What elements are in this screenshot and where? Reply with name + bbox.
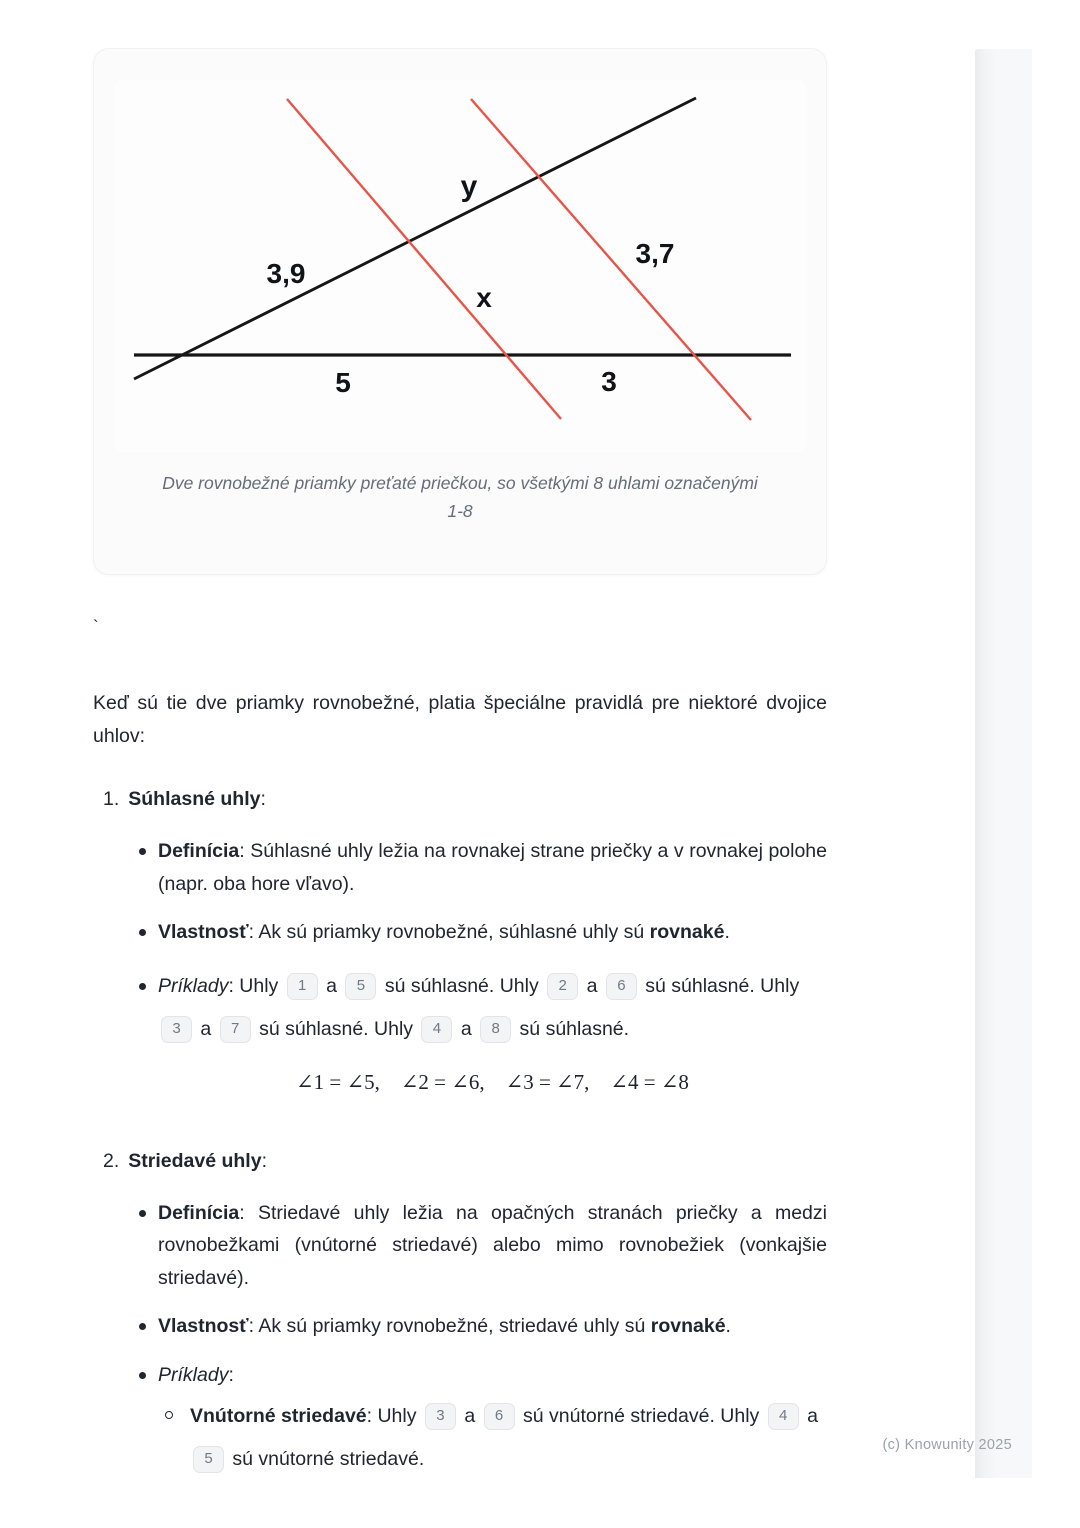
bullet-dot-icon <box>139 929 146 936</box>
angle-number-badge: 3 <box>161 1016 192 1043</box>
list-item <box>93 1310 827 1343</box>
text-run: a <box>458 1405 481 1427</box>
text-run: rovnaké <box>649 921 725 943</box>
section-1-bullets <box>93 835 827 1051</box>
transversal-line <box>134 98 696 379</box>
section-2-bullets <box>93 1197 827 1482</box>
section-1-number: 1. <box>103 788 120 810</box>
angle-number-badge: 3 <box>425 1403 456 1430</box>
bullet-dot-icon <box>139 1323 146 1330</box>
nested-bullet-marker <box>93 1395 190 1481</box>
text-run: : <box>228 1363 234 1386</box>
list-item <box>93 835 827 900</box>
text-run: Príklady <box>158 1363 229 1386</box>
list-item <box>93 965 827 1051</box>
list-item <box>93 1197 827 1295</box>
text-run: a <box>801 1405 818 1427</box>
text-run: sú vnútorné striedavé. <box>227 1448 425 1470</box>
figure-caption-line2: 1-8 <box>447 501 473 521</box>
bullet-priklady <box>158 1359 827 1392</box>
text-run: a <box>195 1017 217 1040</box>
angle-equalities-formula: ∠1 = ∠5, ∠2 = ∠6, ∠3 = ∠7, ∠4 = ∠8 <box>296 1069 689 1094</box>
angle-number-badge: 4 <box>421 1016 452 1043</box>
text-run: sú súhlasné. Uhly <box>253 1017 419 1040</box>
section-2-title: Striedavé uhly <box>128 1149 262 1172</box>
bullet-marker <box>93 835 158 900</box>
angle-number-badge: 8 <box>480 1016 511 1043</box>
bullet-circle-icon <box>165 1411 173 1419</box>
text-run: Vnútorné striedavé <box>190 1405 367 1427</box>
text-run: : Uhly <box>366 1405 422 1427</box>
text-run: rovnaké <box>650 1315 726 1337</box>
stray-backtick: ` <box>93 617 99 636</box>
bullet-vnutorne-striedave <box>190 1395 827 1481</box>
angle-number-badge: 6 <box>606 973 637 1000</box>
figure-panel <box>114 80 807 452</box>
angle-number-badge: 5 <box>345 973 376 1000</box>
text-run: Definícia <box>158 840 240 862</box>
angle-number-badge: 2 <box>547 973 578 1000</box>
section-1-title-colon: : <box>260 788 266 810</box>
label-y: y <box>460 170 477 203</box>
label-3-7: 3,7 <box>635 238 674 269</box>
text-run: sú súhlasné. Uhly <box>639 974 800 997</box>
figure-caption-line1: Dve rovnobežné priamky preťaté priečkou, so všetkými 8 uhlami označenými <box>162 473 758 493</box>
text-run: . <box>725 1315 731 1337</box>
document-page <box>93 48 827 1481</box>
copyright-footer: (c) Knowunity 2025 <box>882 1437 1012 1453</box>
bullet-dot-icon <box>139 848 146 855</box>
angle-number-badge: 4 <box>768 1403 799 1430</box>
bullet-marker <box>93 1359 158 1392</box>
text-run: Vlastnosť <box>158 1315 249 1337</box>
text-run: Príklady <box>158 974 229 997</box>
bullet-dot-icon <box>139 1372 146 1379</box>
angle-number-badge: 6 <box>484 1403 515 1430</box>
parallel-lines-diagram <box>114 80 807 452</box>
bullet-dot-icon <box>139 1210 146 1217</box>
text-run: : Uhly <box>228 974 284 997</box>
section-2-number: 2. <box>103 1149 120 1172</box>
label-3-9: 3,9 <box>266 258 305 289</box>
bullet-vlastnost <box>158 1310 827 1343</box>
section-2-title-colon: : <box>261 1149 267 1172</box>
bullet-definicia <box>158 1197 827 1295</box>
intro-paragraph: Keď sú tie dve priamky rovnobežné, platia špeciálne pravidlá pre niektoré dvojice uhlov: <box>93 692 827 747</box>
text-run: : Súhlasné uhly ležia na rovnakej strane priečky a v rovnakej polohe (napr. oba hore vľavo). <box>158 840 827 895</box>
label-3: 3 <box>600 366 617 397</box>
bullet-marker <box>93 965 158 1051</box>
angle-number-badge: 5 <box>193 1446 224 1473</box>
bullet-priklady <box>158 965 827 1051</box>
section-2-heading <box>93 1145 827 1177</box>
section-suhlasne-uhly <box>93 783 827 1097</box>
bullet-vlastnost <box>158 916 827 949</box>
adjacent-page-edge <box>975 49 1032 1478</box>
bullet-marker <box>93 1310 158 1343</box>
text-run: sú súhlasné. <box>514 1017 630 1040</box>
angle-number-badge: 1 <box>287 973 318 1000</box>
figure-caption <box>94 469 826 525</box>
figure-card <box>93 48 827 575</box>
label-5: 5 <box>334 367 351 398</box>
text-run: Vlastnosť <box>158 921 249 943</box>
text-run: sú vnútorné striedavé. Uhly <box>517 1405 765 1427</box>
text-run: : Ak sú priamky rovnobežné, súhlasné uhly sú <box>248 921 650 943</box>
section-1-heading <box>93 783 827 815</box>
label-x: x <box>475 282 492 313</box>
bullet-marker <box>93 1197 158 1295</box>
section-1-title: Súhlasné uhly <box>128 788 261 810</box>
section-striedave-uhly <box>93 1145 827 1482</box>
text-run: : Ak sú priamky rovnobežné, striedavé uhly sú <box>248 1315 651 1337</box>
bullet-dot-icon <box>139 983 146 990</box>
parallel-red-line-1 <box>287 99 561 419</box>
text-run: . <box>724 921 730 943</box>
text-run: : Striedavé uhly ležia na opačných stranách priečky a medzi rovnobežkami (vnútorné striedavé) alebo mimo rovnobežiek (vonkajšie striedavé). <box>158 1201 827 1289</box>
nested-list-item <box>93 1395 827 1481</box>
angle-number-badge: 7 <box>220 1016 251 1043</box>
text-run: a <box>320 974 343 997</box>
text-run: a <box>581 974 603 997</box>
text-run: a <box>455 1017 478 1040</box>
list-item <box>93 916 827 949</box>
list-item <box>93 1359 827 1392</box>
text-run: sú súhlasné. Uhly <box>379 974 545 997</box>
text-run: Definícia <box>158 1201 240 1224</box>
bullet-definicia <box>158 835 827 900</box>
bullet-marker <box>93 916 158 949</box>
